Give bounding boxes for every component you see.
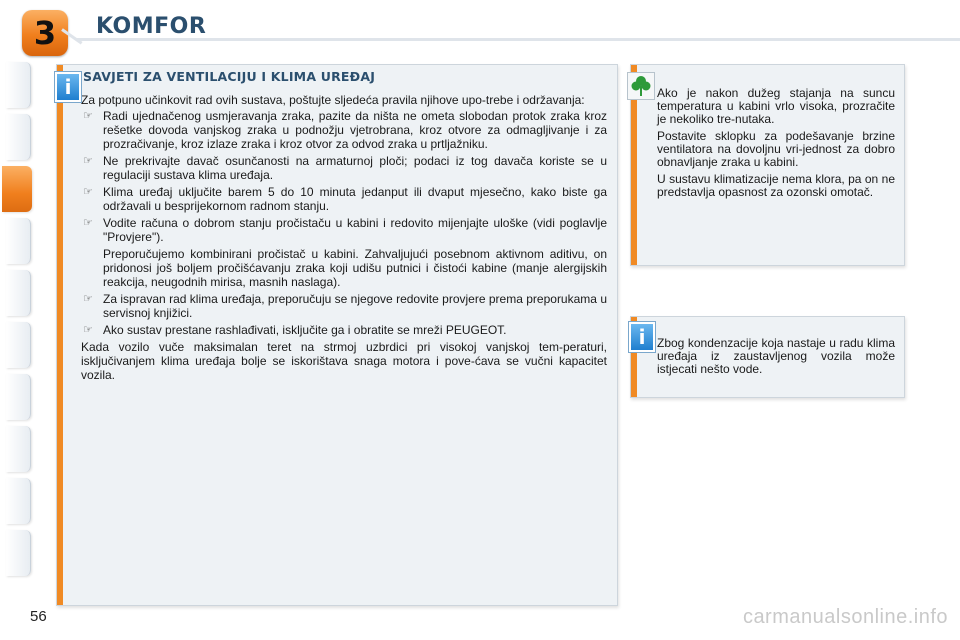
list-item-text: Radi ujednačenog usmjeravanja zraka, pazite da ništa ne ometa slobodan protok zraka kroz rešetke dovoda vanjskog zraka u podnožju vjetrobrana, kroz otvore za odmagljivanje i za prozračivanje, kroz izlaze zraka i kroz otvor za odvod zraka u prtljažniku. [103, 109, 607, 151]
filter-note: Preporučujemo kombinirani pročistač u kabini. Zahvaljujući posebnom aktivnom aditivu, on pridonosi još boljem pročišćavanju zraka koji udišu putnici i čistoći kabine (manje alergijskih reakcija, neugodnih mirisa, masnih naslaga). [103, 247, 607, 289]
hand-pointer-icon: ☞ [83, 186, 93, 198]
list-item [81, 292, 607, 320]
eco-paragraph: U sustavu klimatizacije nema klora, pa on ne predstavlja opasnost za ozonski omotač. [657, 172, 895, 199]
condensation-info-box [630, 316, 905, 398]
eco-tip-body [657, 87, 895, 203]
list-item-text: Vodite računa o dobrom stanju pročistaču u kabini i redovito mijenjajte uloške (vidi poglavlje "Provjere"). [103, 216, 607, 244]
info-icon: i [629, 322, 655, 352]
chapter-tab-9[interactable] [6, 478, 31, 524]
info-icon: i [55, 72, 81, 102]
hand-pointer-icon: ☞ [83, 293, 93, 305]
eco-paragraph: Postavite sklopku za podešavanje brzine ventilatora na dovoljnu vri-jednost za dobro obnavljanje zraka u kabini. [657, 129, 895, 169]
hand-pointer-icon: ☞ [83, 324, 93, 336]
condensation-info-body [657, 337, 895, 380]
intro-paragraph: Za potpuno učinkovit rad ovih sustava, poštujte sljedeća pravila njihove upo-trebe i održavanja: [81, 93, 585, 107]
chapter-number: 3 [33, 14, 57, 52]
list-item [81, 154, 607, 182]
page-number: 56 [30, 608, 47, 625]
leaf-icon [627, 72, 655, 100]
list-item-text: Za ispravan rad klima uređaja, preporučuju se njegove redovite provjere prema preporukama u servisnoj knjižici. [103, 292, 607, 320]
chapter-tab-7[interactable] [6, 374, 31, 420]
hand-pointer-icon: ☞ [83, 217, 93, 229]
list-item [81, 323, 607, 337]
list-item-text: Ne prekrivajte davač osunčanosti na armaturnoj ploči; podaci iz tog davača koriste se u regulaciji sustava klima uređaja. [103, 154, 607, 182]
chapter-tab-2[interactable] [6, 114, 31, 160]
eco-paragraph: Ako je nakon dužeg stajanja na suncu temperatura u kabini vrlo visoka, prozračite je nekoliko tre-nutaka. [657, 86, 895, 126]
ventilation-advice-body [81, 69, 607, 384]
box-accent-strip [57, 65, 63, 605]
chapter-tab-8[interactable] [6, 426, 31, 472]
chapter-tab-5[interactable] [6, 270, 31, 316]
list-item [81, 216, 607, 244]
hand-pointer-icon: ☞ [83, 110, 93, 122]
ventilation-advice-box [56, 64, 618, 606]
chapter-tab-1[interactable] [6, 62, 31, 108]
list-item-text: Ako sustav prestane rashlađivati, isključite ga i obratite se mreži PEUGEOT. [103, 323, 507, 337]
chapter-tab-4[interactable] [6, 218, 31, 264]
chapter-tab-10[interactable] [6, 530, 31, 576]
chapter-badge [22, 10, 68, 56]
list-item-text: Klima uređaj uključite barem 5 do 10 minuta jedanput ili dvaput mjesečno, kako biste ga održavali u besprijekornom radnom stanju. [103, 185, 607, 213]
hand-pointer-icon: ☞ [83, 155, 93, 167]
header-divider [76, 38, 960, 41]
chapter-title: KOMFOR [96, 14, 207, 39]
chapter-tab-rail [0, 62, 34, 582]
list-item [81, 185, 607, 213]
watermark: carmanualsonline.info [742, 606, 948, 628]
condensation-text: Zbog kondenzacije koja nastaje u radu klima uređaja iz zaustavljenog vozila može istjecati nešto vode. [657, 336, 895, 376]
chapter-tab-3-active[interactable] [2, 166, 32, 212]
section-title: SAVJETI ZA VENTILACIJU I KLIMA UREĐAJ [83, 69, 376, 84]
eco-tip-box [630, 64, 905, 266]
closing-paragraph: Kada vozilo vuče maksimalan teret na strmoj uzbrdici pri visokoj vanjskoj tem-peraturi, isključivanjem klima uređaja bolje se iskorištava snaga motora i pove-ćava se vučni kapacitet vozila. [81, 340, 607, 382]
list-item [81, 109, 607, 151]
chapter-tab-6[interactable] [6, 322, 31, 368]
